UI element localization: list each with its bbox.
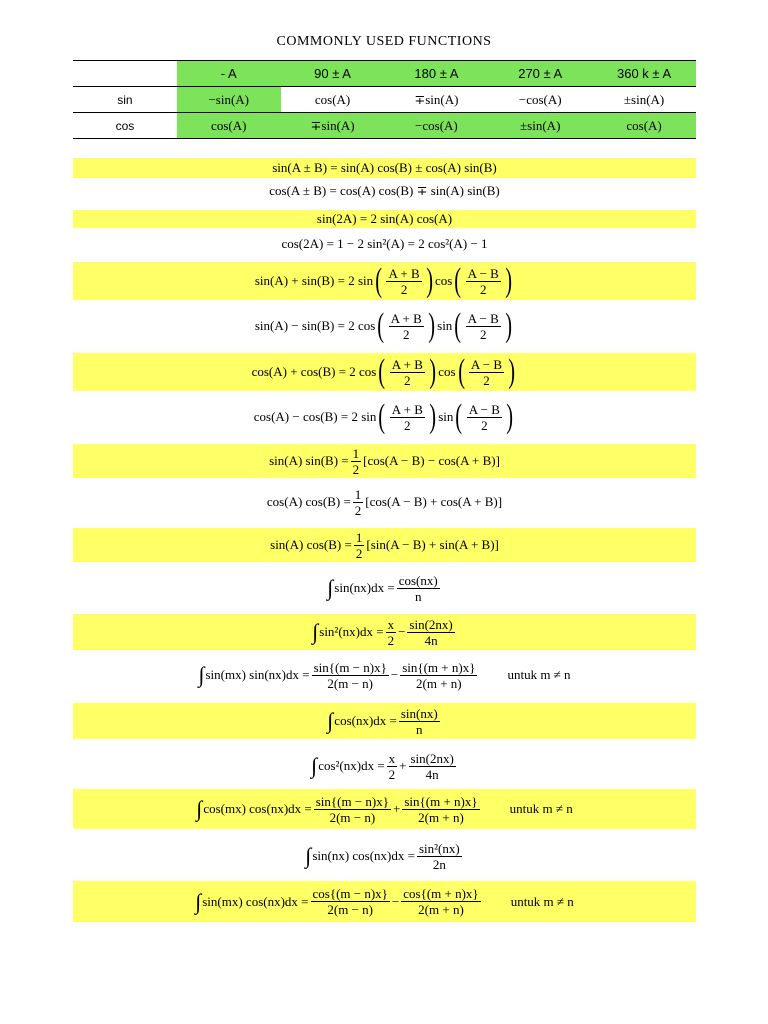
fraction-numerator: sin{(m − n)x} <box>313 659 387 675</box>
fraction-denominator: 2 <box>479 326 487 342</box>
integral-lhs: sin(nx) cos(nx)dx = <box>312 848 415 863</box>
fraction-numerator: sin{(m − n)x} <box>315 793 389 809</box>
table-cell: cos(A) <box>592 113 696 139</box>
table-cell: ±sin(A) <box>623 91 665 107</box>
close-paren-icon: ) <box>429 398 436 435</box>
fraction-denominator: 2 <box>483 372 490 388</box>
open-paren-icon: ( <box>378 353 386 390</box>
formula-rhs: [cos(A − B) − cos(A + B)] <box>363 453 500 468</box>
fraction-denominator: 2 <box>404 417 411 433</box>
formula-sin-sum <box>73 158 696 178</box>
integral-lhs: cos(mx) cos(nx)dx = <box>203 801 312 816</box>
row-label: sin <box>73 87 177 113</box>
fraction <box>402 794 479 825</box>
table-header-cell: 270 ± A <box>488 61 592 87</box>
table-cell: ∓sin(A) <box>414 91 459 107</box>
formula-text: sin(A ± B) = sin(A) cos(B) ± cos(A) sin(B) <box>272 160 497 175</box>
table-cell: cos(A) <box>177 113 281 139</box>
fraction-numerator: 1 <box>354 486 362 502</box>
formula-cos-double <box>73 232 696 256</box>
formula-sin-double <box>73 210 696 228</box>
fraction-numerator: 1 <box>355 529 363 545</box>
formula-lhs: sin(A) cos(B) = <box>270 537 352 552</box>
open-paren-icon: ( <box>455 398 463 435</box>
formula-sum-to-product-4 <box>73 396 696 438</box>
formula-product-sin-sin <box>73 444 696 478</box>
formula-product-cos-cos <box>73 484 696 520</box>
fraction-denominator: 2 <box>352 461 360 477</box>
fraction <box>386 617 397 648</box>
fraction-denominator: 2n <box>432 856 446 872</box>
formula-sum-to-product-2 <box>73 306 696 346</box>
integral-icon: ∫ <box>327 575 334 600</box>
formula-lhs: sin(A) sin(B) = <box>269 453 349 468</box>
fraction-numerator: sin{(m + n)x} <box>402 659 476 675</box>
open-paren-icon: ( <box>375 262 383 299</box>
integral-lhs: cos²(nx)dx = <box>318 758 385 773</box>
open-paren-icon: ( <box>377 307 385 344</box>
fraction-denominator: 2 <box>355 545 363 561</box>
condition-note: untuk m ≠ n <box>510 893 574 909</box>
table-header-cell: 180 ± A <box>384 61 488 87</box>
table-cell: −cos(A) <box>384 113 488 139</box>
fraction <box>351 446 362 477</box>
fraction-denominator: 2 <box>400 281 408 297</box>
fraction-denominator: 2 <box>387 632 395 648</box>
integral-icon: ∫ <box>327 708 334 733</box>
fraction-numerator: cos{(m − n)x} <box>312 886 388 901</box>
fraction-numerator: A − B <box>468 401 500 417</box>
table-header-row <box>73 61 696 87</box>
integral-lhs: sin(mx) cos(nx)dx = <box>202 893 309 909</box>
condition-note: untuk m ≠ n <box>507 667 571 682</box>
fraction-numerator: sin(2nx) <box>410 750 454 766</box>
fraction-denominator: 2 <box>480 281 487 297</box>
fraction-denominator: 2(m + n) <box>416 675 462 691</box>
integral-sin-sin <box>73 655 696 695</box>
fraction-numerator: A + B <box>391 356 423 372</box>
formula-text: cos(A ± B) = cos(A) cos(B) ∓ sin(A) sin(B) <box>269 183 500 198</box>
formula-text: sin(2A) = 2 sin(A) cos(A) <box>316 211 453 226</box>
fraction-numerator: cos(nx) <box>398 572 438 588</box>
close-paren-icon: ) <box>428 307 435 344</box>
table-corner-cell <box>73 61 177 87</box>
fraction-denominator: 2(m − n) <box>327 902 374 917</box>
fraction-numerator: A − B <box>467 310 499 326</box>
fraction <box>387 751 398 782</box>
row-label: cos <box>73 113 177 139</box>
table-cell: −sin(A) <box>177 87 281 113</box>
integral-lhs: sin(nx)dx = <box>334 580 395 595</box>
table-cell: ∓sin(A) <box>281 113 385 139</box>
fraction <box>467 402 502 433</box>
open-paren-icon: ( <box>454 262 462 299</box>
integral-icon: ∫ <box>195 888 202 914</box>
table-cell: cos(A) <box>314 91 351 107</box>
fraction <box>386 266 421 297</box>
fraction-denominator: 2 <box>388 766 396 782</box>
fraction-numerator: x <box>387 616 395 632</box>
fraction-numerator: sin(nx) <box>400 705 438 721</box>
table-cell: ±sin(A) <box>488 113 592 139</box>
integral-lhs: sin²(nx)dx = <box>319 624 384 639</box>
fraction-denominator: n <box>416 721 423 737</box>
fraction <box>469 357 504 388</box>
formula-lhs: cos(A) + cos(B) = 2 cos <box>251 364 377 379</box>
fraction <box>390 402 425 433</box>
formula-sum-to-product-1 <box>73 262 696 300</box>
table-cell: −cos(A) <box>518 91 562 107</box>
fraction <box>401 886 480 917</box>
integral-sin-m-cos-n <box>73 881 696 922</box>
fraction <box>353 487 364 518</box>
fraction <box>407 617 454 648</box>
integral-icon: ∫ <box>305 843 312 868</box>
formula-text: cos(2A) = 1 − 2 sin²(A) = 2 cos²(A) − 1 <box>281 236 488 251</box>
formula-mid: sin <box>438 409 454 424</box>
formula-cos-sum <box>73 180 696 202</box>
formula-lhs: sin(A) + sin(B) = 2 sin <box>254 273 374 288</box>
integral-cos <box>73 703 696 739</box>
formula-lhs: cos(A) − cos(B) = 2 sin <box>253 409 377 424</box>
fraction-denominator: n <box>414 588 422 604</box>
formula-mid: cos <box>434 273 453 288</box>
fraction-numerator: A − B <box>470 356 503 372</box>
integral-icon: ∫ <box>198 662 205 687</box>
fraction-numerator: A + B <box>391 401 423 417</box>
integral-icon: ∫ <box>311 753 318 778</box>
open-paren-icon: ( <box>454 307 462 344</box>
operator: − <box>398 624 406 639</box>
close-paren-icon: ) <box>508 353 516 390</box>
fraction-numerator: sin²(nx) <box>418 840 460 856</box>
table-row-sin <box>73 87 696 113</box>
fraction-denominator: 2 <box>404 372 411 388</box>
commonly-used-functions-table <box>73 60 696 139</box>
integral-cos-squared <box>73 746 696 786</box>
fraction-denominator: 4n <box>424 632 438 648</box>
operator: + <box>399 758 407 773</box>
close-paren-icon: ) <box>506 398 513 435</box>
fraction <box>354 530 365 561</box>
fraction <box>311 886 390 917</box>
formula-lhs: sin(A) − sin(B) = 2 cos <box>254 318 376 333</box>
formula-product-sin-cos <box>73 528 696 562</box>
operator: − <box>390 667 399 682</box>
integral-sin <box>73 568 696 608</box>
integral-sin-squared <box>73 614 696 650</box>
formula-mid: cos <box>438 364 456 379</box>
integral-cos-cos <box>73 789 696 829</box>
open-paren-icon: ( <box>457 353 465 390</box>
fraction-denominator: 2 <box>354 502 362 518</box>
integral-lhs: cos(nx)dx = <box>334 713 397 728</box>
integral-lhs: sin(mx) sin(nx)dx = <box>205 667 310 682</box>
table-header-cell: 360 k ± A <box>592 61 696 87</box>
fraction-denominator: 2(m − n) <box>329 809 376 825</box>
page-title: COMMONLY USED FUNCTIONS <box>276 34 492 49</box>
operator: − <box>391 893 400 909</box>
fraction <box>312 660 389 691</box>
fraction <box>466 311 501 342</box>
fraction <box>390 357 425 388</box>
fraction-numerator: sin{(m + n)x} <box>404 793 478 809</box>
close-paren-icon: ) <box>505 307 512 344</box>
formula-sum-to-product-3 <box>73 353 696 391</box>
condition-note: untuk m ≠ n <box>509 801 573 816</box>
table-header-cell: - A <box>177 61 281 87</box>
close-paren-icon: ) <box>425 262 433 299</box>
integral-icon: ∫ <box>196 796 203 821</box>
fraction-numerator: A + B <box>390 310 422 326</box>
close-paren-icon: ) <box>505 262 512 299</box>
formula-rhs: [sin(A − B) + sin(A + B)] <box>366 537 499 552</box>
fraction <box>389 311 424 342</box>
fraction <box>466 266 501 297</box>
fraction <box>397 573 440 604</box>
close-paren-icon: ) <box>429 353 436 390</box>
fraction <box>409 751 456 782</box>
fraction-denominator: 2(m + n) <box>418 809 464 825</box>
fraction-numerator: 1 <box>352 445 360 461</box>
fraction <box>314 794 391 825</box>
operator: + <box>393 801 401 816</box>
integral-icon: ∫ <box>312 619 319 644</box>
open-paren-icon: ( <box>378 398 386 435</box>
fraction-denominator: 2 <box>402 326 410 342</box>
fraction <box>400 660 477 691</box>
integral-sin-cos <box>73 836 696 876</box>
fraction <box>417 841 462 872</box>
fraction-numerator: cos{(m + n)x} <box>403 886 479 901</box>
fraction-denominator: 2 <box>481 417 488 433</box>
formula-lhs: cos(A) cos(B) = <box>266 494 351 509</box>
fraction-numerator: A + B <box>388 265 420 281</box>
fraction-numerator: sin(2nx) <box>409 616 453 632</box>
fraction-denominator: 4n <box>425 766 439 782</box>
fraction <box>399 706 440 737</box>
table-header-cell: 90 ± A <box>281 61 385 87</box>
formula-rhs: [cos(A − B) + cos(A + B)] <box>365 494 503 509</box>
fraction-numerator: A − B <box>467 265 499 281</box>
fraction-denominator: 2(m − n) <box>327 675 374 691</box>
formula-mid: sin <box>437 318 453 333</box>
fraction-numerator: x <box>388 750 396 766</box>
table-row-cos <box>73 113 696 139</box>
fraction-denominator: 2(m + n) <box>418 902 464 917</box>
